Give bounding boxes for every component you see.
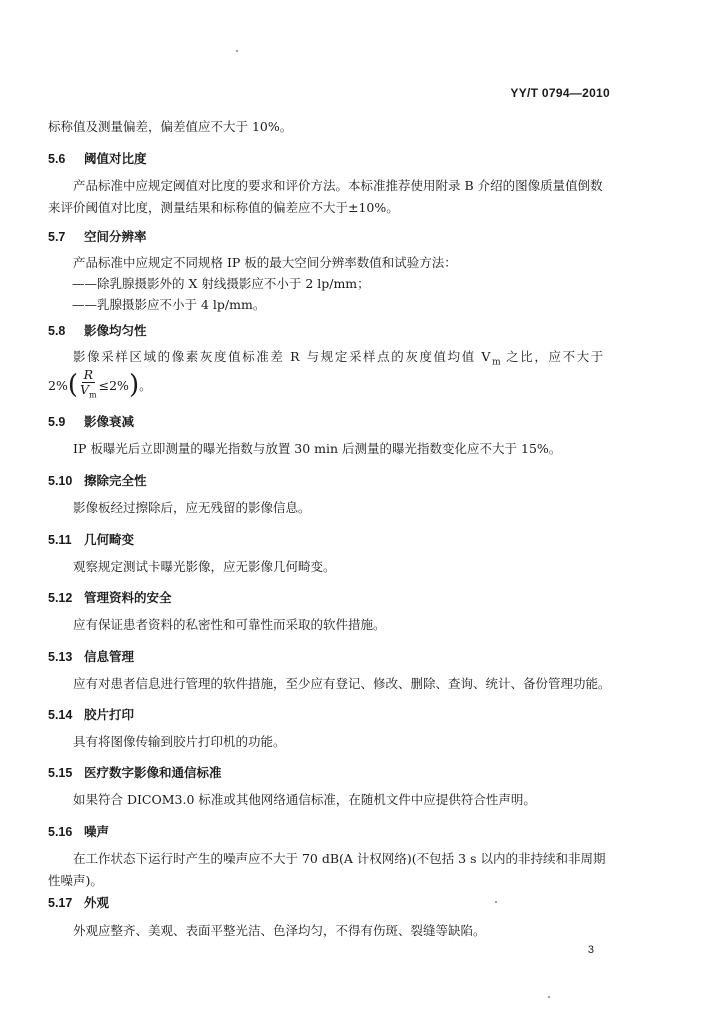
uniformity-formula: 2% ( $\frac{R}{V_m}$ ≤2% ) 。 — [48, 368, 152, 403]
section-heading-5-14 — [48, 705, 134, 723]
section-title: 噪声 — [84, 824, 110, 839]
standard-code: YY/T 0794—2010 — [510, 86, 610, 100]
section-number: 5.11 — [48, 533, 72, 547]
section-body-5-12: 应有保证患者资料的私密性和可靠性而采取的软件措施。 — [73, 617, 386, 632]
list-item: ——乳腺摄影应不小于 4 lp/mm。 — [72, 297, 266, 312]
section-title: 空间分辨率 — [84, 229, 147, 244]
section-title: 影像均匀性 — [84, 323, 147, 338]
section-number: 5.15 — [48, 766, 73, 780]
section-heading-5-17 — [48, 893, 109, 911]
section-body-5-7: 产品标准中应规定不同规格 IP 板的最大空间分辨率数值和试验方法： — [73, 255, 457, 270]
section-title: 胶片打印 — [84, 707, 135, 722]
section-heading-5-6 — [48, 149, 147, 167]
section-number: 5.14 — [48, 708, 73, 722]
section-body-5-9: IP 板曝光后立即测量的曝光指数与放置 30 min 后测量的曝光指数变化应不大于 15%。 — [73, 441, 562, 456]
section-number: 5.16 — [48, 825, 73, 839]
section-number: 5.8 — [48, 324, 66, 338]
section-number: 5.7 — [48, 230, 66, 244]
section-number: 5.10 — [48, 474, 73, 488]
section-heading-5-12 — [48, 588, 172, 606]
section-heading-5-13 — [48, 647, 134, 665]
section-body-5-17: 外观应整齐、美观、表面平整光洁、色泽均匀，不得有伤斑、裂缝等缺陷。 — [73, 923, 486, 938]
section-body-5-15: 如果符合 DICOM3.0 标准或其他网络通信标准，在随机文件中应提供符合性声明。 — [73, 792, 536, 807]
page-number: 3 — [587, 944, 594, 956]
scan-speck — [236, 50, 238, 52]
section-number: 5.9 — [48, 415, 66, 429]
section-title: 擦除完全性 — [84, 473, 147, 488]
section-body-5-10: 影像板经过擦除后，应无残留的影像信息。 — [73, 500, 311, 515]
section-number: 5.13 — [48, 650, 73, 664]
section-body-5-14: 具有将图像传输到胶片打印机的功能。 — [73, 734, 286, 749]
section-number: 5.17 — [48, 896, 73, 910]
section-title: 医疗数字影像和通信标准 — [84, 765, 222, 780]
section-body-5-11: 观察规定测试卡曝光影像，应无影像几何畸变。 — [73, 559, 336, 574]
scan-speck — [495, 901, 497, 903]
section-heading-5-11 — [48, 530, 134, 548]
section-title: 信息管理 — [84, 649, 135, 664]
section-title: 影像衰减 — [84, 414, 135, 429]
section-body-5-6: 产品标准中应规定阈值对比度的要求和评价方法。本标准推荐使用附录 B 介绍的图像质量值倒数来评价阈值对比度，测量结果和标称值的偏差应不大于±10%。 — [48, 178, 603, 215]
section-title: 阈值对比度 — [84, 151, 147, 166]
section-heading-5-7 — [48, 227, 147, 245]
scan-speck — [548, 996, 550, 998]
section-body-5-8: 影像采样区域的像素灰度值标准差 R 与规定采样点的灰度值均值 $V_m$ 之比，应不大于 — [73, 349, 605, 368]
list-item: ——除乳腺摄影外的 X 射线摄影应不小于 2 lp/mm； — [72, 276, 370, 291]
section-heading-5-10 — [48, 471, 147, 489]
continuation-text: 标称值及测量偏差，偏差值应不大于 10%。 — [48, 119, 293, 134]
section-heading-5-16 — [48, 822, 109, 840]
section-title: 几何畸变 — [84, 532, 135, 547]
resolution-list — [72, 273, 370, 315]
section-heading-5-9 — [48, 412, 134, 430]
section-title: 管理资料的安全 — [84, 590, 172, 605]
section-number: 5.12 — [48, 591, 73, 605]
section-number: 5.6 — [48, 152, 66, 166]
section-heading-5-15 — [48, 763, 222, 781]
fraction: $\frac{R}{V_m}$ — [80, 367, 97, 400]
section-body-5-13: 应有对患者信息进行管理的软件措施，至少应有登记、修改、删除、查询、统计、备份管理功能。 — [73, 676, 611, 691]
section-title: 外观 — [84, 895, 110, 910]
section-heading-5-8 — [48, 321, 147, 339]
section-body-5-16: 在工作状态下运行时产生的噪声应不大于 70 dB(A 计权网络)(不包括 3 s 以内的非持续和非周期性噪声)。 — [48, 851, 606, 888]
